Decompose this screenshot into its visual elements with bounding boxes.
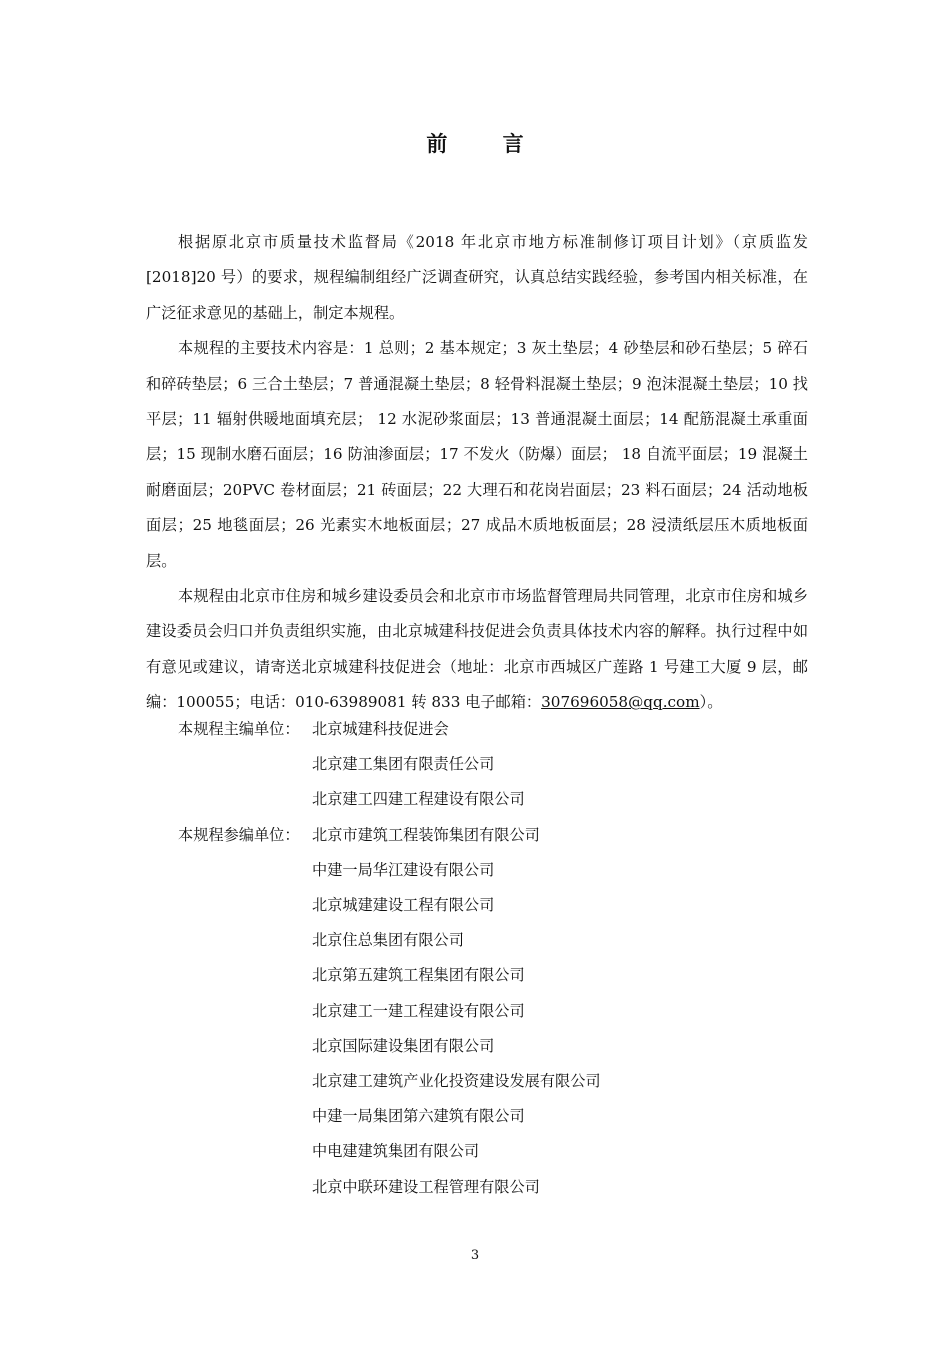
- participant-row: [178, 1064, 601, 1099]
- participant-row: [178, 888, 601, 923]
- chief-editor-unit: 北京建工集团有限责任公司: [312, 755, 495, 774]
- participant-unit: 中电建建筑集团有限公司: [312, 1142, 480, 1161]
- page-title: 前 言: [426, 132, 548, 156]
- participant-row: [178, 853, 601, 888]
- participant-unit: 北京第五建筑工程集团有限公司: [312, 966, 525, 985]
- participants-label: 本规程参编单位：: [178, 825, 300, 844]
- participant-unit: 北京城建建设工程有限公司: [312, 896, 495, 915]
- chief-editor-row: [178, 712, 601, 747]
- chief-editor-unit: 北京建工四建工程建设有限公司: [312, 790, 525, 809]
- management-text: 本规程由北京市住房和城乡建设委员会和北京市市场监督管理局共同管理，北京市住房和城乡建设委员会归口并负责组织实施，由北京城建科技促进会负责具体技术内容的解释。执行过程中如有意见或建议，请寄送北京城建科技促进会（地址：北京市西城区广莲路 1 号建工大厦 9 层，邮编：100055；电话：010-63989081 转 833 电子邮箱：: [146, 587, 808, 712]
- paragraph-plan-basis: 根据原北京市质量技术监督局《2018 年北京市地方标准制修订项目计划》（京质监发[2018]20 号）的要求，规程编制组经广泛调查研究，认真总结实践经验，参考国内相关标准，在广泛征求意见的基础上，制定本规程。: [146, 233, 808, 322]
- chief-editor-row: [178, 747, 601, 782]
- participant-unit: 北京国际建设集团有限公司: [312, 1036, 495, 1055]
- participant-unit: 北京住总集团有限公司: [312, 931, 464, 950]
- participant-unit: 北京建工建筑产业化投资建设发展有限公司: [312, 1072, 601, 1091]
- participant-row: [178, 1099, 601, 1134]
- contact-email[interactable]: 307696058@qq.com: [541, 693, 700, 712]
- participant-unit: 北京中联环建设工程管理有限公司: [312, 1177, 540, 1196]
- participant-row: [178, 994, 601, 1029]
- chief-editor-row: [178, 782, 601, 817]
- participant-row: [178, 958, 601, 993]
- paragraph-main-contents: 本规程的主要技术内容是：1 总则；2 基本规定；3 灰土垫层；4 砂垫层和砂石垫层；5 碎石和碎砖垫层；6 三合土垫层；7 普通混凝土垫层；8 轻骨料混凝土垫层；9 泡沫混凝土垫层；10 找平层；11 辐射供暖地面填充层； 12 水泥砂浆面层；13 普通混凝土面层；14 配筋混凝土承重面层；15 现制水磨石面层；16 防油渗面层；17 不发火（防爆）面层； 18 自流平面层；19 混凝土耐磨面层；20PVC 卷材面层；21 砖面层；22 大理石和花岗岩面层；23 料石面层；24 活动地板面层；25 地毯面层；26 光素实木地板面层；27 成品木质地板面层；28 浸渍纸层压木质地板面层。: [146, 339, 808, 570]
- participant-unit: 中建一局华江建设有限公司: [312, 860, 495, 879]
- paragraph-management: [146, 579, 808, 721]
- participant-unit: 中建一局集团第六建筑有限公司: [312, 1107, 525, 1126]
- participant-row: [178, 818, 601, 853]
- units-list: [178, 712, 601, 1205]
- participant-unit: 北京建工一建工程建设有限公司: [312, 1001, 525, 1020]
- management-text-end: ）。: [699, 693, 723, 712]
- chief-editor-unit: 北京城建科技促进会: [312, 720, 449, 738]
- page-number: 3: [470, 1248, 480, 1263]
- participant-unit: 北京市建筑工程装饰集团有限公司: [312, 825, 540, 844]
- chief-editor-label: 本规程主编单位：: [178, 720, 300, 738]
- participant-row: [178, 1170, 601, 1205]
- participant-row: [178, 923, 601, 958]
- preface-body: [146, 225, 808, 721]
- participant-row: [178, 1029, 601, 1064]
- participant-row: [178, 1134, 601, 1169]
